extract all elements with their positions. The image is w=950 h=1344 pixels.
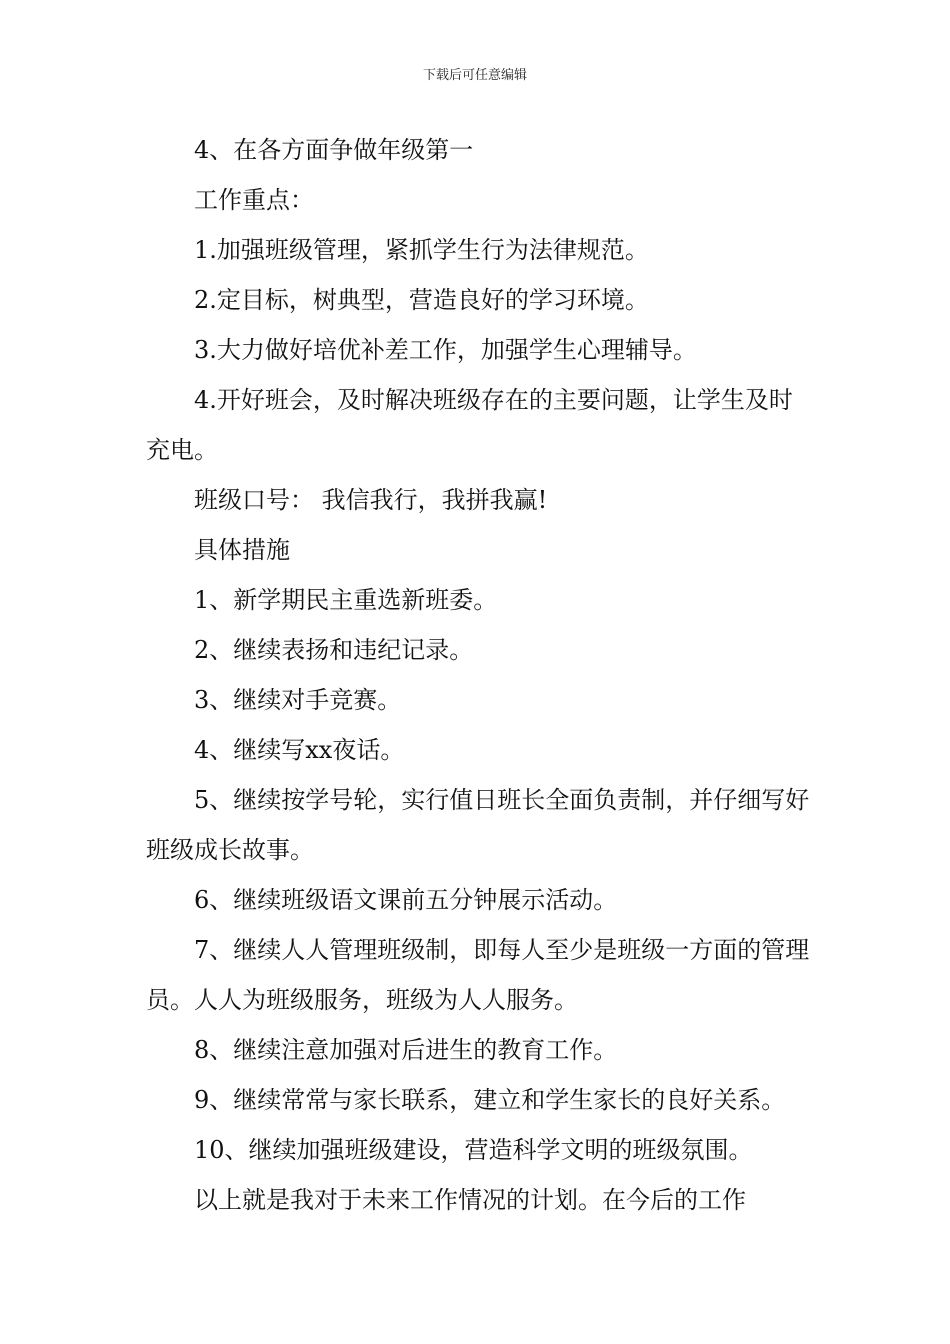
paragraph-conclusion: 以上就是我对于未来工作情况的计划。在今后的工作 bbox=[194, 1186, 746, 1214]
paragraph-focus-1: 1.加强班级管理，紧抓学生行为法律规范。 bbox=[194, 236, 649, 264]
paragraph-focus-2: 2.定目标，树典型，营造良好的学习环境。 bbox=[194, 286, 649, 314]
paragraph-measure-4: 4、继续写xx夜话。 bbox=[194, 736, 405, 764]
page-header: 下载后可任意编辑 bbox=[422, 68, 527, 83]
paragraph-class-slogan: 班级口号： 我信我行，我拼我赢! bbox=[194, 486, 548, 514]
document-body bbox=[146, 125, 810, 1225]
paragraph-measure-8: 8、继续注意加强对后进生的教育工作。 bbox=[194, 1036, 618, 1064]
heading-specific-measures: 具体措施 bbox=[194, 536, 290, 564]
paragraph-focus-4: 4.开好班会，及时解决班级存在的主要问题，让学生及时充电。 bbox=[146, 386, 793, 464]
paragraph-goal-4: 4、在各方面争做年级第一 bbox=[194, 136, 474, 164]
heading-work-focus: 工作重点： bbox=[194, 186, 314, 214]
paragraph-measure-1: 1、新学期民主重选新班委。 bbox=[194, 586, 498, 614]
paragraph-measure-6: 6、继续班级语文课前五分钟展示活动。 bbox=[194, 886, 618, 914]
paragraph-measure-7: 7、继续人人管理班级制，即每人至少是班级一方面的管理员。人人为班级服务，班级为人人服务。 bbox=[146, 936, 810, 1014]
paragraph-measure-10: 10、继续加强班级建设，营造科学文明的班级氛围。 bbox=[194, 1136, 753, 1164]
paragraph-measure-5: 5、继续按学号轮，实行值日班长全面负责制，并仔细写好班级成长故事。 bbox=[146, 786, 810, 864]
paragraph-measure-3: 3、继续对手竞赛。 bbox=[194, 686, 402, 714]
paragraph-measure-2: 2、继续表扬和违纪记录。 bbox=[194, 636, 474, 664]
paragraph-focus-3: 3.大力做好培优补差工作，加强学生心理辅导。 bbox=[194, 336, 697, 364]
paragraph-measure-9: 9、继续常常与家长联系，建立和学生家长的良好关系。 bbox=[194, 1086, 786, 1114]
